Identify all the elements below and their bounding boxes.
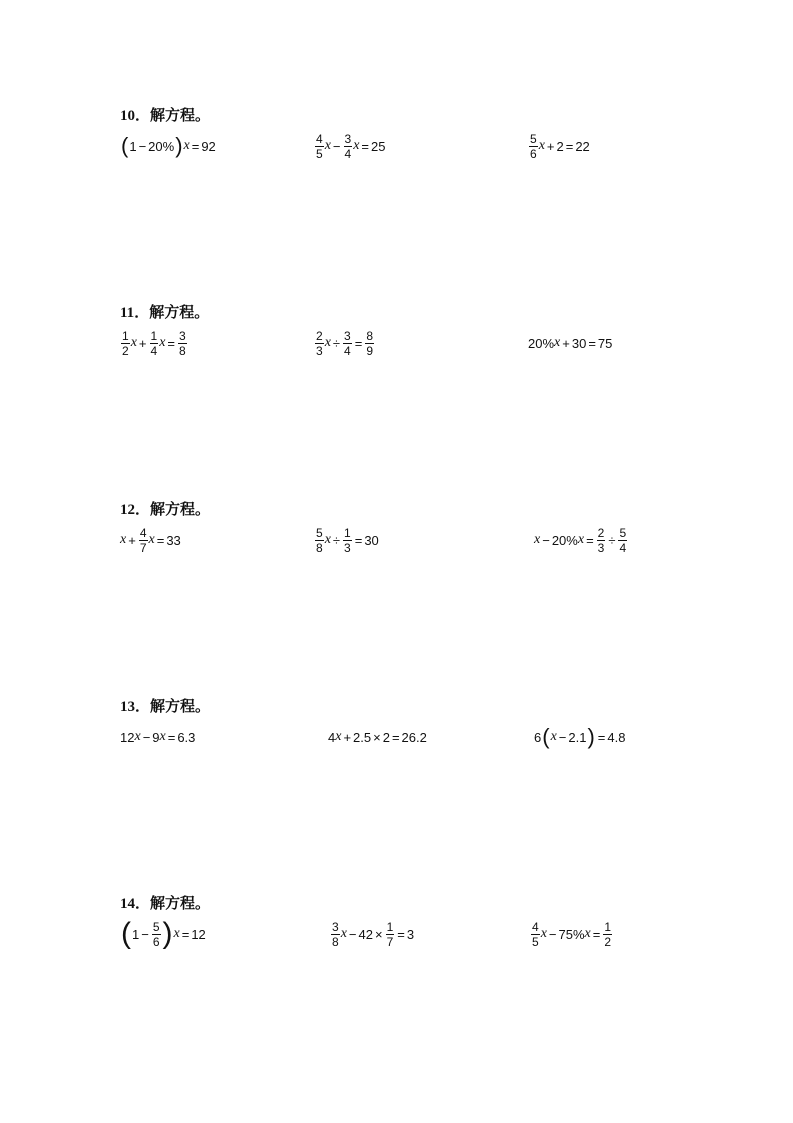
problem-11 bbox=[0, 301, 793, 421]
fraction: $\frac{4}{5}$ bbox=[532, 919, 539, 949]
fraction: $\frac{1}{3}$ bbox=[344, 525, 351, 555]
problem-heading: 10．解方程。 bbox=[120, 106, 211, 124]
equation-11-3: 20% x + 30 = 75 bbox=[528, 335, 613, 351]
equation-13-1: 12 x − 9 x = 6.3 bbox=[120, 729, 196, 745]
fraction: $\frac{5}{4}$ bbox=[619, 525, 627, 555]
equation-13-3: 6 ( x − 2.1 ) = 4.8 bbox=[534, 724, 626, 749]
fraction: $\frac{4}{7}$ bbox=[139, 525, 147, 555]
equation-10-2: $\frac{4}{5}$ x − $\frac{3}{4}$ x = 25 bbox=[316, 131, 386, 161]
fraction: $\frac{1}{4}$ bbox=[150, 328, 158, 358]
equation-14-3: $\frac{4}{5}$ x − 75% x = $\frac{1}{2}$ bbox=[532, 919, 612, 949]
equation-12-1: x + $\frac{4}{7}$ x = 33 bbox=[120, 525, 181, 555]
right-paren: ) bbox=[162, 917, 173, 950]
equation-12-3: x − 20% x = $\frac{2}{3}$ ÷ $\frac{5}{4}$ bbox=[534, 525, 627, 555]
left-paren: ( bbox=[542, 724, 550, 749]
equation-12-2: $\frac{5}{8}$ x ÷ $\frac{1}{3}$ = 30 bbox=[316, 525, 379, 555]
problem-heading: 12．解方程。 bbox=[120, 500, 211, 518]
fraction: $\frac{1}{7}$ bbox=[386, 919, 394, 949]
fraction: $\frac{8}{9}$ bbox=[366, 328, 374, 358]
right-paren: ) bbox=[175, 133, 183, 158]
equation-13-2: 4 x + 2.5 × 2 = 26.2 bbox=[328, 729, 427, 745]
problem-heading: 11．解方程。 bbox=[120, 303, 210, 321]
fraction: $\frac{1}{2}$ bbox=[122, 328, 129, 358]
fraction: $\frac{5}{6}$ bbox=[530, 131, 537, 161]
fraction: $\frac{4}{5}$ bbox=[316, 131, 323, 161]
equation-14-2: $\frac{3}{8}$ x − 42 × $\frac{1}{7}$ = 3 bbox=[332, 919, 415, 949]
fraction: $\frac{3}{8}$ bbox=[332, 919, 339, 949]
problem-heading: 13．解方程。 bbox=[120, 697, 211, 715]
problem-heading: 14．解方程。 bbox=[120, 894, 211, 912]
fraction: $\frac{2}{3}$ bbox=[597, 525, 605, 555]
fraction: $\frac{1}{2}$ bbox=[604, 919, 612, 949]
equation-10-3: $\frac{5}{6}$ x + 2 = 22 bbox=[530, 131, 590, 161]
equation-11-2: $\frac{2}{3}$ x ÷ $\frac{3}{4}$ = $\frac{8}{9}$ bbox=[316, 328, 374, 358]
problem-10 bbox=[0, 104, 793, 224]
equation-14-1: ( 1 − $\frac{5}{6}$ ) x = 12 bbox=[121, 917, 206, 950]
equation-11-1: $\frac{1}{2}$ x + $\frac{1}{4}$ x = $\frac{3}{8}$ bbox=[122, 328, 186, 358]
problem-13 bbox=[0, 695, 793, 815]
fraction: $\frac{3}{8}$ bbox=[179, 328, 186, 358]
fraction: $\frac{5}{8}$ bbox=[316, 525, 323, 555]
fraction: $\frac{5}{6}$ bbox=[152, 919, 160, 949]
fraction: $\frac{2}{3}$ bbox=[316, 328, 323, 358]
left-paren: ( bbox=[121, 133, 129, 158]
fraction: $\frac{3}{4}$ bbox=[344, 131, 352, 161]
equation-10-1: ( 1 − 20% ) x = 92 bbox=[121, 133, 216, 158]
fraction: $\frac{3}{4}$ bbox=[344, 328, 351, 358]
left-paren: ( bbox=[121, 917, 131, 950]
problem-12 bbox=[0, 498, 793, 618]
problem-14 bbox=[0, 892, 793, 1012]
right-paren: ) bbox=[587, 724, 595, 749]
